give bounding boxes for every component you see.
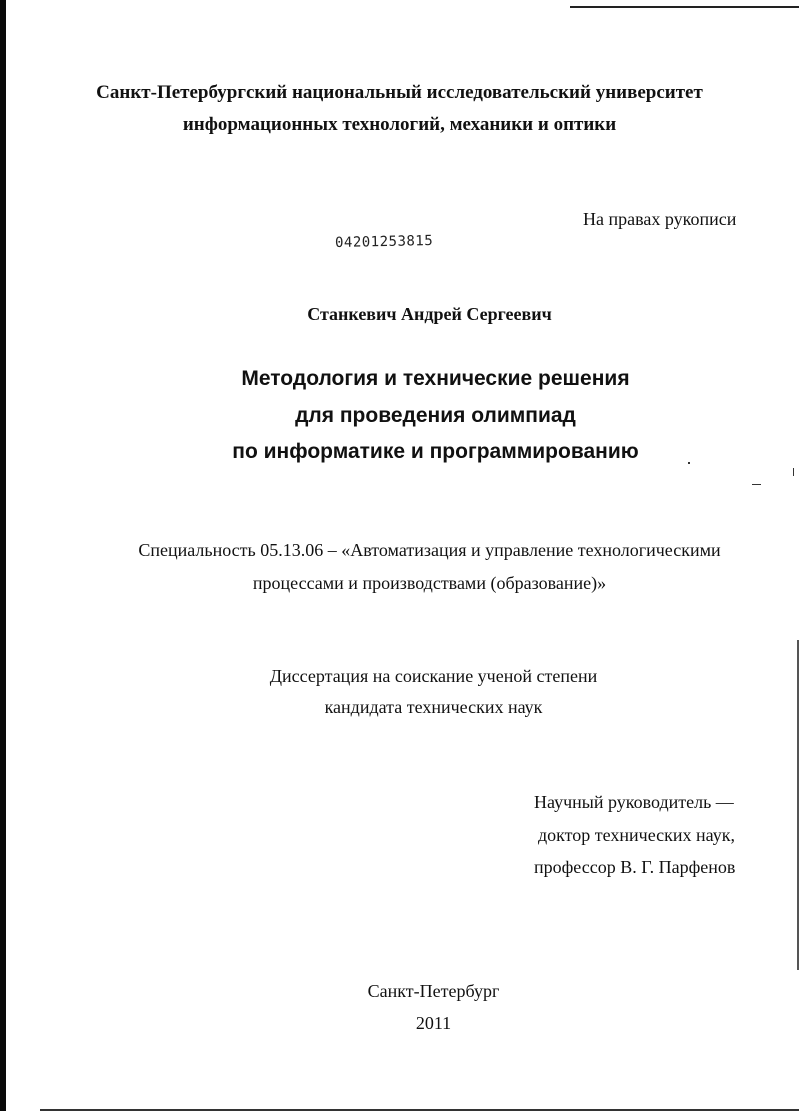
supervisor-line-2: доктор технических наук, — [538, 825, 735, 845]
scan-speck — [793, 468, 794, 476]
degree-line-1: Диссертация на соискание ученой степени — [269, 666, 598, 686]
degree-line-2: кандидата технических наук — [324, 697, 543, 717]
scan-edge-left — [0, 0, 6, 1111]
registration-number: 04201253815 — [334, 232, 434, 252]
manuscript-note: На правах рукописи — [583, 209, 737, 229]
specialty-line-1: Специальность 05.13.06 – «Автоматизация и управление технологическими — [138, 540, 721, 560]
supervisor-line-1: Научный руководитель — — [534, 792, 734, 812]
scan-speck — [752, 484, 761, 485]
place: Санкт-Петербург — [367, 981, 500, 1001]
scan-edge-top — [570, 6, 799, 8]
supervisor-line-3: профессор В. Г. Парфенов — [534, 857, 736, 877]
author-name: Станкевич Андрей Сергеевич — [307, 304, 552, 324]
institution-line-1: Санкт-Петербургский национальный исследовательский университет — [96, 82, 703, 103]
title-line-3: по информатике и программированию — [232, 440, 639, 463]
year: 2011 — [415, 1013, 452, 1033]
title-line-2: для проведения олимпиад — [295, 404, 576, 427]
title-line-1: Методология и технические решения — [241, 367, 630, 390]
specialty-line-2: процессами и производствами (образование)» — [252, 573, 607, 593]
institution-line-2: информационных технологий, механики и оптики — [182, 114, 617, 135]
